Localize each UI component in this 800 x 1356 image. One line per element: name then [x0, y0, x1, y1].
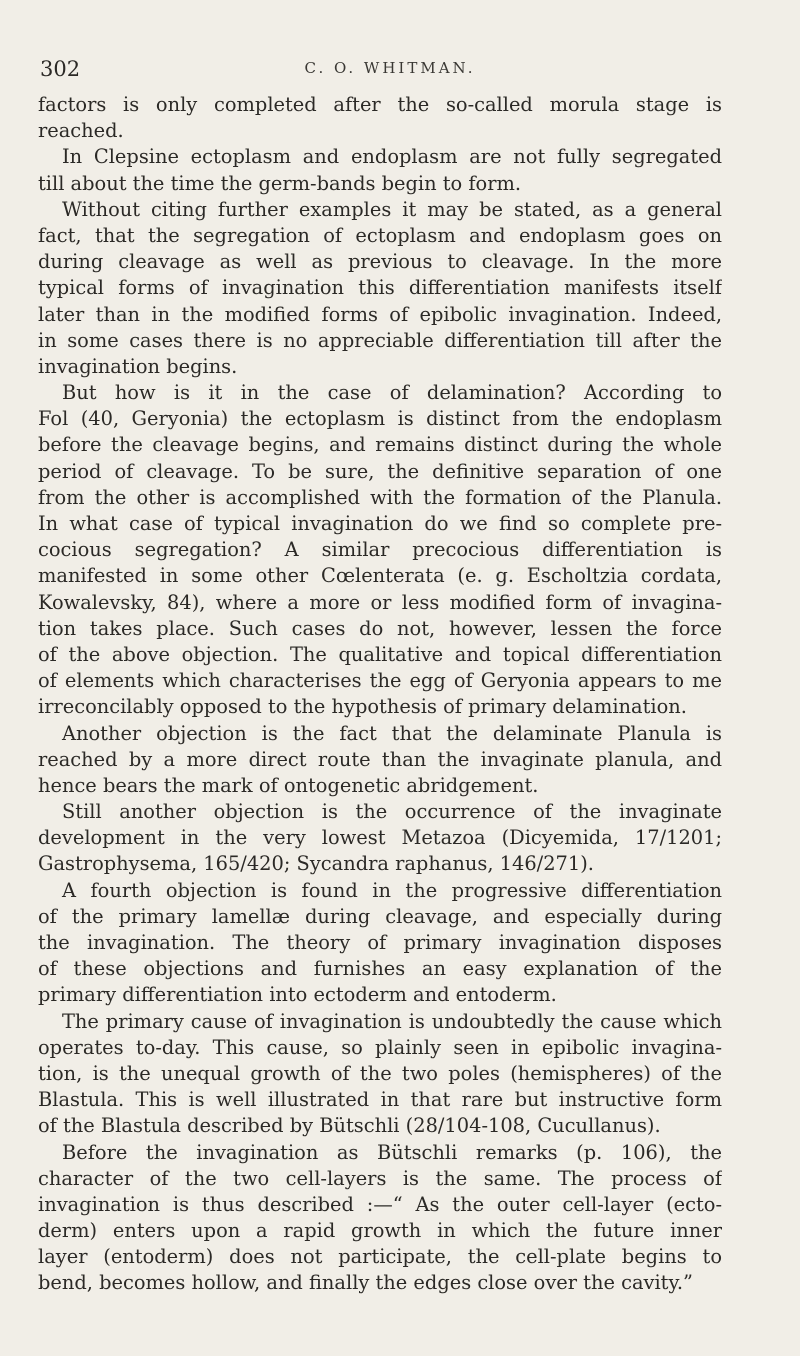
text-line: reached. — [38, 119, 124, 143]
text-line: In what case of typical invagination do we find so complete pre- — [38, 512, 722, 535]
text-line: in some cases there is no appreciable differentiation till after the — [38, 328, 722, 352]
text-line: layer (entoderm) does not participate, the cell-plate begins to — [38, 1245, 722, 1269]
text-line: fact, that the segregation of ectoplasm and endoplasm goes on — [38, 223, 722, 247]
text-line: tion, is the unequal growth of the two poles (hemispheres) of the — [38, 1061, 722, 1085]
text-line: typical forms of invagination this differentiation manifests itself — [38, 276, 722, 300]
text-line: primary differentiation into ectoderm and entoderm. — [38, 983, 557, 1007]
text-line: Still another objection is the occurrence of the invaginate — [62, 800, 722, 824]
text-line: bend, becomes hollow, and finally the edges close over the cavity.” — [38, 1271, 693, 1295]
text-line: derm) enters upon a rapid growth in which the future inner — [38, 1219, 722, 1243]
text-line: hence bears the mark of ontogenetic abridgement. — [38, 773, 539, 797]
page-header — [40, 55, 740, 85]
text-line: The primary cause of invagination is undoubtedly the cause which — [62, 1009, 722, 1033]
page-number: 302 — [40, 57, 81, 81]
text-line: irreconcilably opposed to the hypothesis of primary delamination. — [38, 695, 687, 719]
text-line: tion takes place. Such cases do not, however, lessen the force — [38, 616, 722, 640]
body-text — [38, 92, 722, 1297]
text-line: Before the invagination as Bütschli remarks (p. 106), the — [62, 1140, 722, 1164]
text-line: Without citing further examples it may be stated, as a general — [62, 197, 722, 221]
text-line: of the above objection. The qualitative and topical differentiation — [38, 642, 722, 666]
text-line: of the primary lamellæ during cleavage, and especially during — [38, 904, 722, 928]
text-line: before the cleavage begins, and remains distinct during the whole — [38, 433, 722, 457]
text-line: Another objection is the fact that the delaminate Planula is — [62, 721, 722, 745]
text-line: character of the two cell-layers is the same. The process of — [38, 1166, 722, 1190]
text-line: factors is only completed after the so-called morula stage is — [38, 93, 722, 116]
text-line: from the other is accomplished with the formation of the Planula. — [38, 485, 722, 509]
running-head: C. O. WHITMAN. — [304, 59, 476, 77]
text-line: of the Blastula described by Bütschli (28/104-108, Cucullanus). — [38, 1114, 661, 1138]
text-line: later than in the modified forms of epibolic invagination. Indeed, — [38, 302, 722, 326]
text-line: reached by a more direct route than the invaginate planula, and — [38, 747, 722, 771]
text-line: of elements which characterises the egg of Geryonia appears to me — [38, 669, 722, 693]
text-line: A fourth objection is found in the progressive differentiation — [62, 878, 722, 902]
text-line: manifested in some other Cœlenterata (e. g. Escholtzia cordata, — [38, 564, 722, 588]
text-line: of these objections and furnishes an easy explanation of the — [38, 957, 722, 981]
text-line: Blastula. This is well illustrated in that rare but instructive form — [38, 1088, 722, 1112]
text-line: Kowalevsky, 84), where a more or less modified form of invagina- — [38, 590, 722, 614]
text-line: In Clepsine ectoplasm and endoplasm are not fully segregated — [62, 145, 722, 169]
text-line: during cleavage as well as previous to cleavage. In the more — [38, 250, 722, 274]
text-line: Fol (40, Geryonia) the ectoplasm is distinct from the endoplasm — [38, 407, 722, 431]
text-line: period of cleavage. To be sure, the definitive separation of one — [38, 459, 722, 483]
text-line: cocious segregation? A similar precocious differentiation is — [38, 538, 722, 562]
text-line: operates to-day. This cause, so plainly seen in epibolic invagina- — [38, 1035, 722, 1059]
text-line: till about the time the germ-bands begin to form. — [38, 171, 522, 195]
text-line: Gastrophysema, 165/420; Sycandra raphanus, 146/271). — [38, 852, 594, 876]
text-line: the invagination. The theory of primary invagination disposes — [38, 931, 722, 954]
text-line: invagination begins. — [38, 354, 238, 378]
text-line: But how is it in the case of delamination? According to — [62, 381, 722, 405]
text-line: development in the very lowest Metazoa (Dicyemida, 17/1201; — [38, 826, 722, 850]
text-line: invagination is thus described :—“ As the outer cell-layer (ecto- — [38, 1192, 722, 1216]
